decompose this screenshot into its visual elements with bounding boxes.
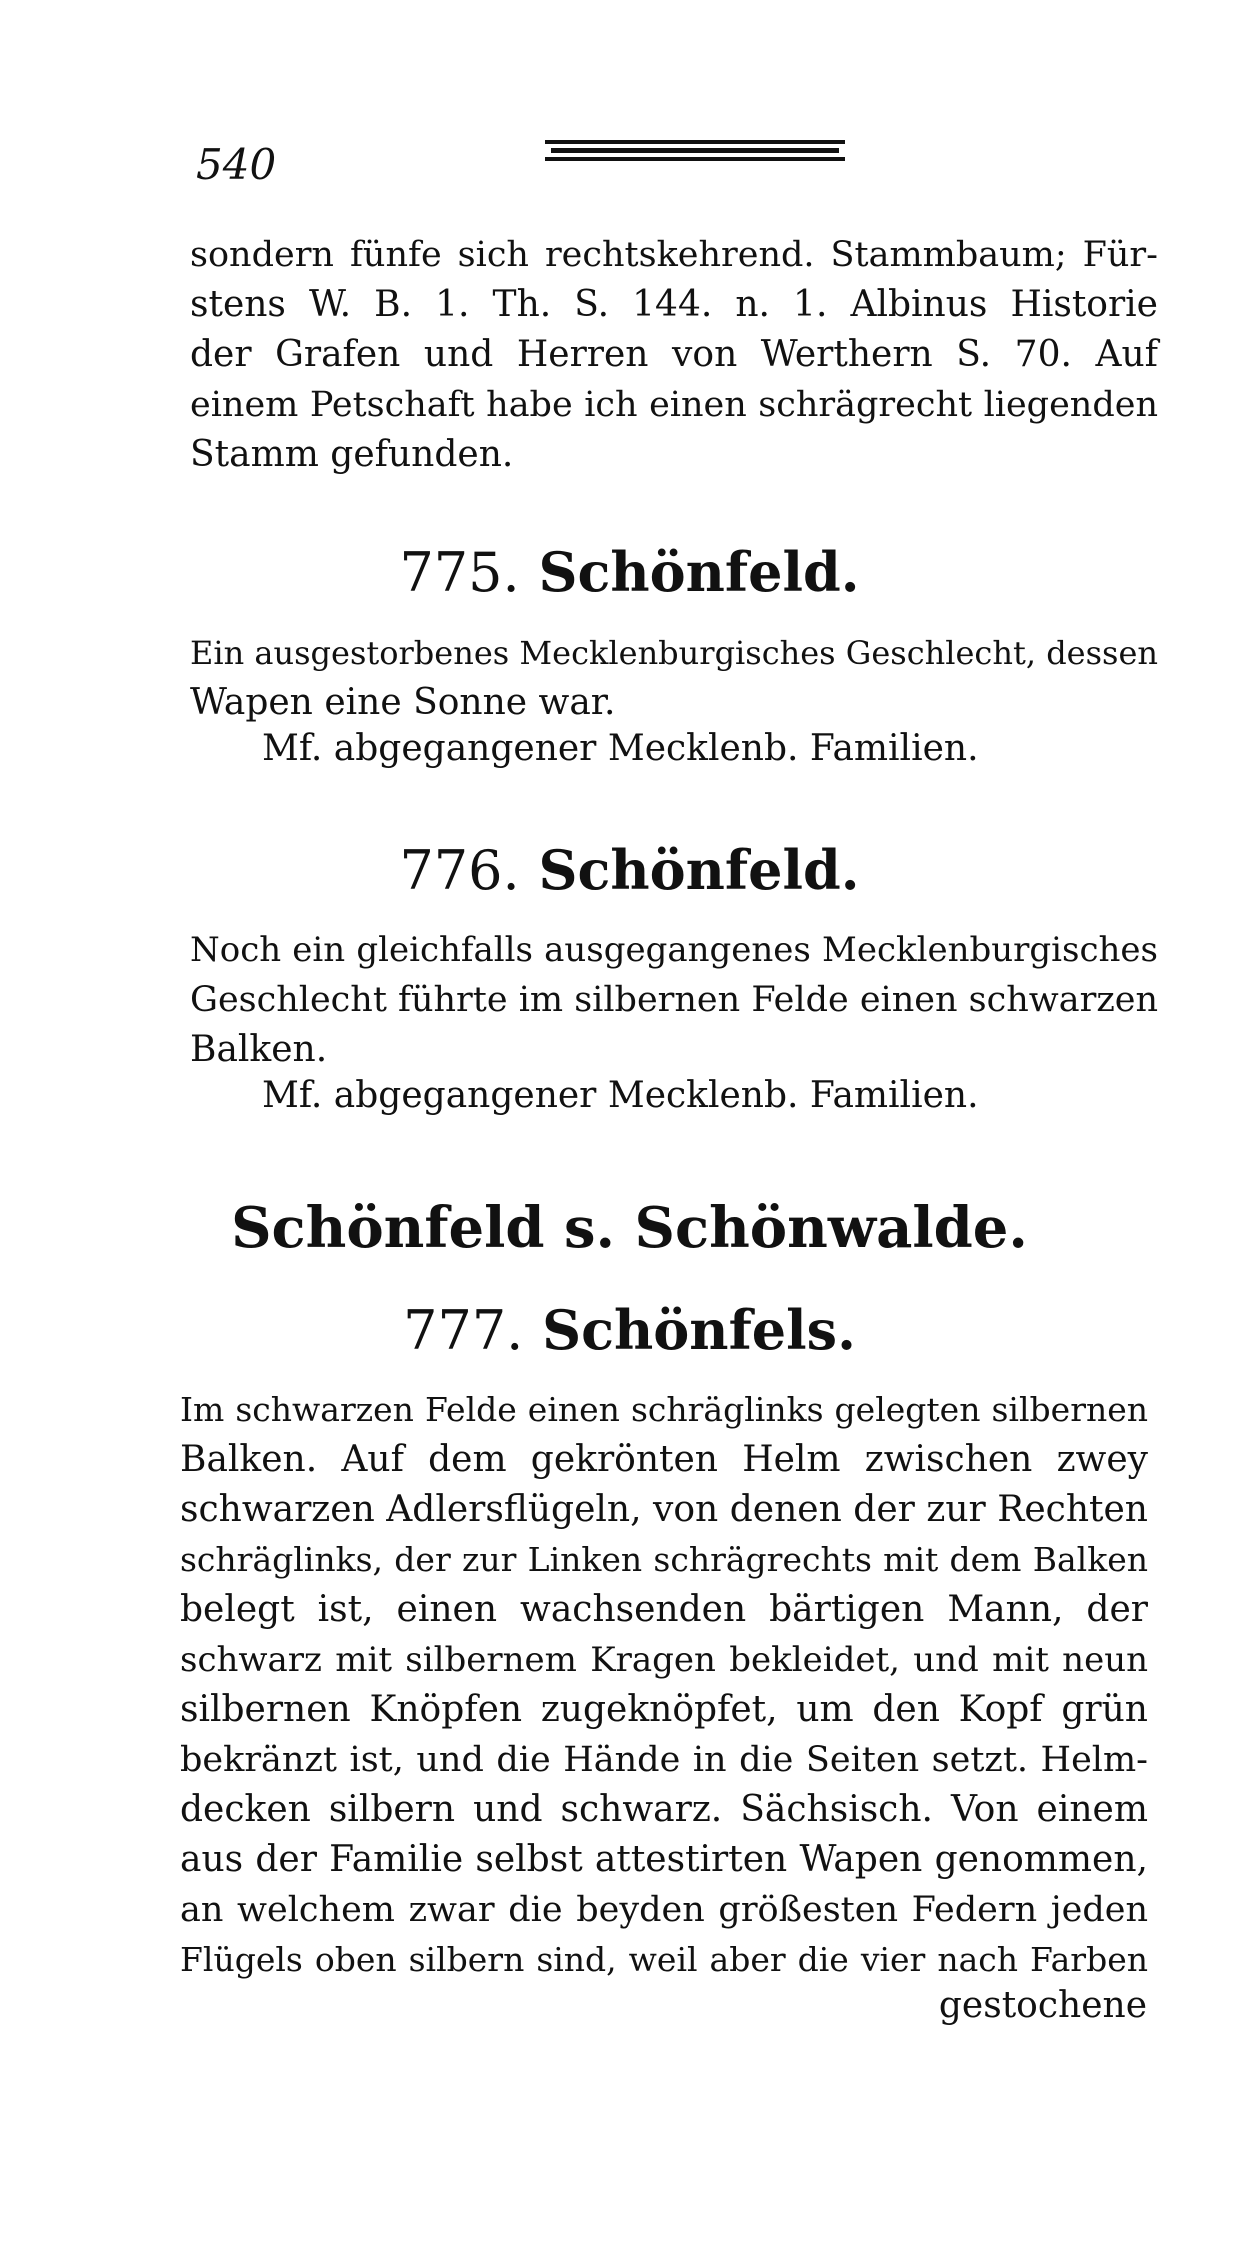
entry-number: 775. <box>399 541 520 604</box>
text-line: der Grafen und Herren von Werthern S. 70. Auf <box>190 334 1158 375</box>
text-line: schräglinks, der zur Linken schrägrechts mit dem Balken <box>180 1540 1148 1579</box>
catchword: gestochene <box>938 1985 1147 2026</box>
header-ornament <box>545 140 845 156</box>
text-line: einem Petschaft habe ich einen schrägrecht liegenden <box>190 385 1158 425</box>
source-citation: Mf. abgegangener Mecklenb. Familien. <box>262 1075 979 1116</box>
text-line: Wapen eine Sonne war. <box>190 682 616 723</box>
text-line: Ein ausgestorbenes Mecklenburgisches Geschlecht, dessen <box>190 634 1158 672</box>
entry-heading <box>0 838 1259 902</box>
source-citation: Mf. abgegangener Mecklenb. Familien. <box>262 728 979 769</box>
text-line: Noch ein gleichfalls ausgegangenes Mecklenburgisches <box>190 930 1158 970</box>
text-line: belegt ist, einen wachsenden bärtigen Mann, der <box>180 1589 1148 1630</box>
text-line: an welchem zwar die beyden größesten Federn jeden <box>180 1890 1148 1930</box>
text-line: Balken. Auf dem gekrönten Helm zwischen zwey <box>180 1439 1148 1480</box>
text-line: Im schwarzen Felde einen schräglinks gelegten silbernen <box>180 1390 1148 1429</box>
text-line: silbernen Knöpfen zugeknöpfet, um den Kopf grün <box>180 1689 1148 1730</box>
text-line: schwarzen Adlersflügeln, von denen der zur Rechten <box>180 1489 1148 1530</box>
text-line: Geschlecht führte im silbernen Felde einen schwarzen <box>190 980 1159 1020</box>
page-number: 540 <box>196 140 277 189</box>
entry-number: 777. <box>403 1299 524 1362</box>
text-line: Flügels oben silbern sind, weil aber die vier nach Farben <box>180 1940 1148 1979</box>
entry-text <box>180 1385 1148 1985</box>
entry-text <box>190 628 1158 728</box>
text-line: aus der Familie selbst attestirten Wapen genommen, <box>180 1839 1148 1880</box>
entry-text <box>190 925 1158 1075</box>
entry-name: Schönfeld. <box>538 838 860 902</box>
text-line: stens W. B. 1. Th. S. 144. n. 1. Albinus Historie <box>190 284 1158 325</box>
text-line: Stamm gefunden. <box>190 434 514 475</box>
entry-name: Schönfels. <box>542 1298 856 1362</box>
cross-reference: Schönfeld s. Schönwalde. <box>231 1195 1028 1261</box>
text-line: schwarz mit silbernem Kragen bekleidet, und mit neun <box>180 1640 1148 1680</box>
intro-paragraph <box>190 230 1158 480</box>
text-line: bekränzt ist, und die Hände in die Seiten setzt. Helm- <box>180 1740 1148 1780</box>
entry-heading <box>0 1298 1259 1362</box>
text-line: sondern fünfe sich rechtskehrend. Stammbaum; Für- <box>190 235 1158 275</box>
text-line: decken silbern und schwarz. Sächsisch. Von einem <box>180 1789 1148 1830</box>
text-line: Balken. <box>190 1029 328 1070</box>
entry-heading <box>0 540 1259 604</box>
entry-number: 776. <box>399 839 520 902</box>
entry-name: Schönfeld. <box>538 540 860 604</box>
